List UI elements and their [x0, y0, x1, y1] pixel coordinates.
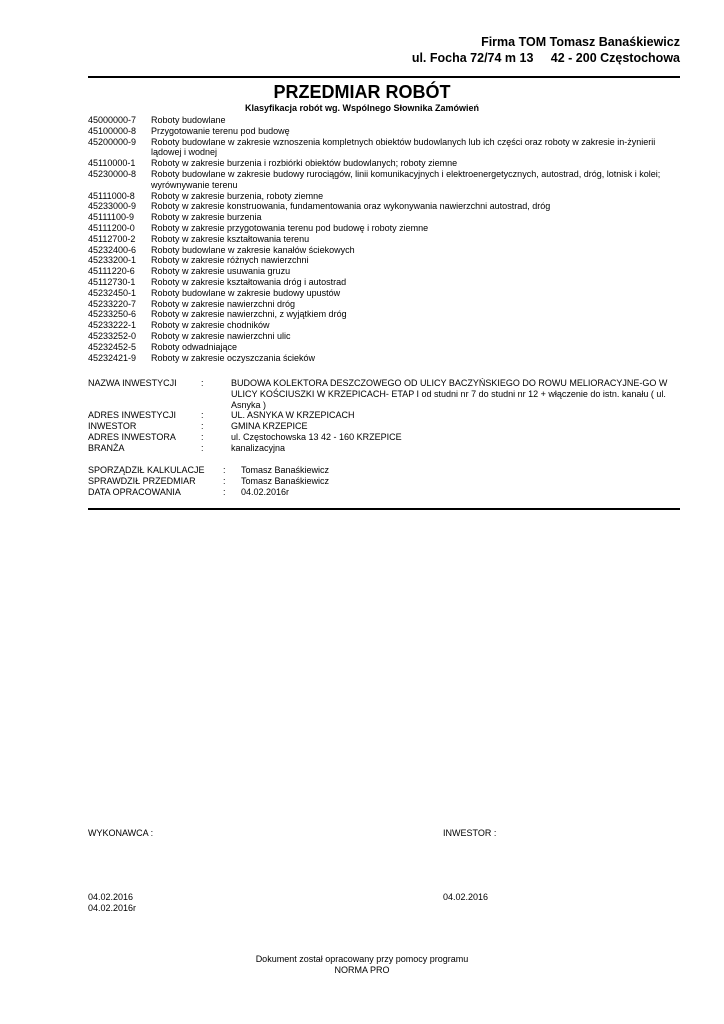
cpv-description: Roboty w zakresie konstruowania, fundamentowania oraz wykonywania nawierzchni autostrad, dróg: [151, 201, 551, 212]
document-title: PRZEDMIAR ROBÓT: [273, 82, 451, 102]
classification-row: [88, 234, 680, 245]
prep-row-sprawdzil: [88, 476, 329, 487]
footer-note: [0, 954, 724, 976]
classification-row: [88, 342, 680, 353]
cpv-description: Przygotowanie terenu pod budowę: [151, 125, 290, 136]
investor-signature-label: INWESTOR :: [443, 828, 497, 838]
info-colon: :: [201, 442, 204, 453]
classification-row: [88, 277, 680, 288]
prep-colon: :: [223, 465, 226, 475]
prep-colon: :: [223, 486, 226, 497]
cpv-code: 45100000-8: [88, 125, 137, 136]
cpv-code: 45233250-6: [88, 309, 137, 320]
classification-row: [88, 288, 680, 299]
prepared-by: [88, 465, 329, 497]
top-divider: [88, 76, 680, 78]
classification-row: [88, 299, 680, 310]
prep-row-data: [88, 487, 329, 498]
cpv-code: 45233200-1: [88, 255, 137, 266]
info-row-inwestor: [88, 421, 680, 432]
cpv-description: Roboty w zakresie nawierzchni, z wyjątkiem dróg: [151, 309, 347, 320]
info-label: BRANŻA: [88, 442, 125, 453]
cpv-description: Roboty budowlane w zakresie kanałów ściekowych: [151, 244, 355, 255]
prep-row-sporzadzil: [88, 465, 329, 476]
info-row-adres-inwestora: [88, 432, 680, 443]
cpv-code: 45232400-6: [88, 244, 137, 255]
cpv-description: Roboty budowlane w zakresie budowy rurociągów, linii komunikacyjnych i elektroenergetycznych, autostrad, dróg, lotnisk i kolei; wyrównywanie terenu: [151, 168, 661, 190]
contractor-dates: [88, 892, 136, 914]
info-value: GMINA KRZEPICE: [231, 421, 308, 432]
investment-info: [88, 378, 680, 454]
cpv-code: 45232452-5: [88, 341, 137, 352]
classification-row: [88, 137, 680, 159]
prep-label: SPORZĄDZIŁ KALKULACJE: [88, 465, 205, 475]
classification-row: [88, 331, 680, 342]
info-value: kanalizacyjna: [231, 442, 286, 453]
classification-row: [88, 245, 680, 256]
cpv-code: 45200000-9: [88, 136, 137, 147]
date-text: 04.02.2016: [443, 892, 489, 902]
cpv-code: 45110000-1: [88, 158, 136, 169]
info-label: ADRES INWESTYCJI: [88, 410, 177, 421]
company-address: ul. Focha 72/74 m 13 42 - 200 Częstochowa: [411, 51, 680, 65]
cpv-code: 45112730-1: [88, 276, 136, 287]
date-text: 04.02.2016: [88, 892, 134, 902]
company-name: Firma TOM Tomasz Banaśkiewicz: [481, 35, 680, 49]
classification-row: [88, 169, 680, 191]
classification-row: [88, 158, 680, 169]
prep-value: 04.02.2016r: [241, 486, 290, 497]
classification-row: [88, 191, 680, 202]
cpv-description: Roboty w zakresie nawierzchni dróg: [151, 298, 296, 309]
cpv-description: Roboty w zakresie burzenia, roboty ziemne: [151, 190, 324, 201]
cpv-code: 45232450-1: [88, 287, 137, 298]
cpv-description: Roboty w zakresie różnych nawierzchni: [151, 255, 309, 266]
info-label: NAZWA INWESTYCJI: [88, 378, 177, 388]
cpv-description: Roboty w zakresie kształtowania terenu: [151, 233, 310, 244]
classification-row: [88, 255, 680, 266]
cpv-description: Roboty budowlane w zakresie budowy upustów: [151, 287, 341, 298]
footer-line: NORMA PRO: [334, 964, 390, 975]
cpv-code: 45111000-8: [88, 190, 135, 201]
cpv-description: Roboty w zakresie oczyszczania ścieków: [151, 352, 316, 363]
classification-row: [88, 212, 680, 223]
info-row-branza: [88, 443, 680, 454]
cpv-description: Roboty w zakresie burzenia i rozbiórki obiektów budowlanych; roboty ziemne: [151, 158, 458, 169]
bottom-divider: [88, 508, 680, 510]
cpv-description: Roboty odwadniające: [151, 341, 238, 352]
cpv-code: 45111220-6: [88, 266, 135, 277]
cpv-description: Roboty w zakresie chodników: [151, 320, 270, 331]
prep-label: DATA OPRACOWANIA: [88, 486, 181, 497]
cpv-code: 45233222-1: [88, 320, 137, 331]
cpv-code: 45233000-9: [88, 201, 137, 212]
info-colon: :: [201, 421, 204, 432]
cpv-code: 45232421-9: [88, 352, 137, 363]
cpv-description: Roboty w zakresie przygotowania terenu pod budowę i roboty ziemne: [151, 222, 429, 233]
cpv-description: Roboty w zakresie kształtowania dróg i autostrad: [151, 276, 347, 287]
cpv-code: 45230000-8: [88, 168, 137, 179]
info-label: ADRES INWESTORA: [88, 431, 176, 442]
footer-line: Dokument został opracowany przy pomocy programu: [255, 954, 469, 964]
document-subtitle: Klasyfikacja robót wg. Wspólnego Słownika Zamówień: [244, 103, 480, 113]
classification-row: [88, 201, 680, 212]
contractor-signature-label: WYKONAWCA :: [88, 828, 154, 838]
cpv-code: 45111100-9: [88, 212, 135, 223]
info-value: BUDOWA KOLEKTORA DESZCZOWEGO OD ULICY BACZYŃSKIEGO DO ROWU MELIORACYJNE-GO W ULICY KOŚCIUSZKI W KRZEPICACH- ETAP I od studni nr 7 do studni nr 12 + włączenie do istn. kanału ( ul. Asnyka ): [231, 378, 668, 410]
cpv-code: 45233220-7: [88, 298, 137, 309]
classification-row: [88, 266, 680, 277]
cpv-description: Roboty w zakresie usuwania gruzu: [151, 266, 291, 277]
classification-list: [88, 115, 680, 363]
cpv-code: 45111200-0: [88, 222, 135, 233]
info-row-nazwa: [88, 378, 680, 410]
info-colon: :: [201, 431, 204, 442]
classification-row: [88, 353, 680, 364]
cpv-code: 45112700-2: [88, 233, 136, 244]
info-value: ul. Częstochowska 13 42 - 160 KRZEPICE: [231, 431, 402, 442]
classification-row: [88, 309, 680, 320]
cpv-description: Roboty budowlane w zakresie wznoszenia kompletnych obiektów budowlanych lub ich części oraz roboty w zakresie in-żynierii lądowej i wodnej: [151, 136, 656, 158]
info-colon: :: [201, 378, 204, 388]
classification-row: [88, 115, 680, 126]
info-value: UL. ASNYKA W KRZEPICACH: [231, 410, 355, 421]
prep-value: Tomasz Banaśkiewicz: [241, 465, 330, 475]
cpv-code: 45000000-7: [88, 115, 137, 125]
classification-row: [88, 320, 680, 331]
prep-label: SPRAWDZIŁ PRZEDMIAR: [88, 475, 196, 486]
info-row-adres: [88, 410, 680, 421]
prep-value: Tomasz Banaśkiewicz: [241, 475, 330, 486]
cpv-description: Roboty w zakresie nawierzchni ulic: [151, 330, 291, 341]
cpv-description: Roboty w zakresie burzenia: [151, 212, 262, 223]
date-text: 04.02.2016r: [88, 902, 137, 913]
prep-colon: :: [223, 475, 226, 486]
cpv-code: 45233252-0: [88, 330, 137, 341]
investor-dates: [443, 892, 488, 903]
cpv-description: Roboty budowlane: [151, 115, 226, 125]
info-label: INWESTOR: [88, 421, 137, 432]
classification-row: [88, 223, 680, 234]
info-colon: :: [201, 410, 204, 421]
company-header: [412, 34, 680, 66]
classification-row: [88, 126, 680, 137]
